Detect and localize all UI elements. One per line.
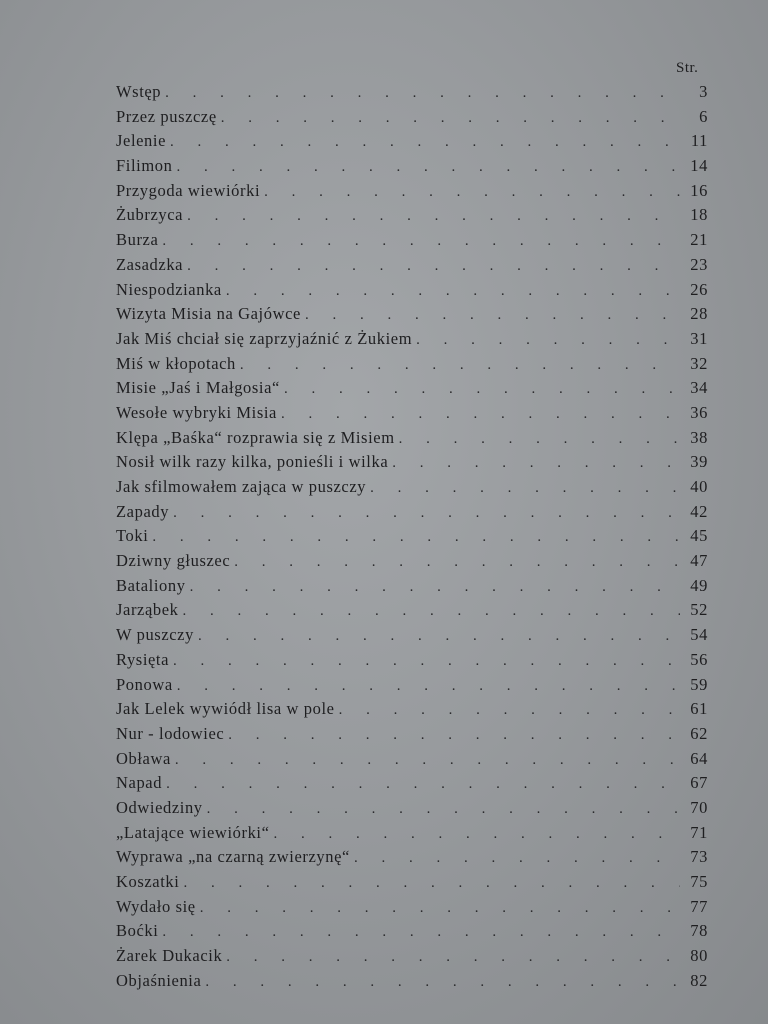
toc-entry-title: Ponowa [116,674,173,694]
toc-entry-title: Obława [116,748,171,768]
toc-entry-page-number: 11 [690,131,708,151]
toc-entry-page-number: 31 [690,328,708,348]
dot-leader [183,871,680,896]
toc-entry [116,401,708,426]
toc-entry-title: Napad [116,773,163,793]
dot-leader [370,476,680,501]
dot-leader [305,303,680,328]
toc-entry-page-number: 28 [690,304,708,324]
toc-entry-page-number: 77 [690,896,708,916]
toc-entry-page-number: 14 [690,156,708,176]
toc-entry-page-number: 49 [690,575,708,595]
toc-entry-title: Zasadzka [116,254,184,274]
toc-entry-page-number: 62 [690,723,708,743]
toc-entry [116,253,708,278]
toc-entry-title: Wydało się [116,896,196,916]
toc-entry-title: Rysięta [116,649,170,669]
toc-entry-page-number: 40 [690,477,708,496]
toc-entry-title: Jak Lelek wywiódł lisa w pole [116,699,335,719]
dot-leader [264,180,680,205]
toc-entry-page-number: 34 [690,378,708,398]
dot-leader [175,748,680,773]
toc-entry [116,327,708,352]
dot-leader [240,353,680,378]
toc-entry [116,697,708,722]
toc-entry-page-number: 36 [690,402,708,422]
toc-entry [116,500,708,525]
dot-leader [284,377,680,402]
toc-entry [116,80,708,105]
toc-entry-page-number: 38 [690,427,708,447]
toc-entry-page-number: 75 [690,872,708,891]
toc-entry-title: Zapady [116,501,170,521]
toc-entry-page-number: 78 [690,921,708,941]
dot-leader [187,204,680,229]
toc-entry-page-number: 54 [690,625,708,645]
toc-entry-title: Toki [116,526,149,546]
page-column-header: Str. [676,60,699,76]
dot-leader [207,797,680,822]
toc-entry-title: Bataliony [116,575,186,595]
toc-entry [116,673,708,698]
toc-entry-page-number: 73 [690,847,708,867]
toc-entry-page-number: 71 [690,822,708,842]
toc-entry-title: Koszatki [116,872,180,891]
toc-entry-title: Odwiedziny [116,797,203,817]
toc-entry [116,845,708,870]
toc-entry-page-number: 64 [690,748,708,768]
toc-entry [116,969,708,994]
toc-entry [116,302,708,327]
toc-entry-title: Przygoda wiewiórki [116,180,261,200]
dot-leader [416,328,680,353]
toc-entry-page-number: 39 [690,452,708,472]
toc-entry-page-number: 80 [690,946,708,966]
toc-entry-title: Jak Miś chciał się zaprzyjaźnić z Żukiem [116,328,413,348]
toc-entry-title: Objaśnienia [116,970,202,990]
toc-entry-title: Boćki [116,921,159,941]
dot-leader [200,896,680,921]
table-of-contents [116,80,708,993]
toc-entry-page-number: 59 [690,674,708,694]
toc-entry-title: Nosił wilk razy kilka, ponieśli i wilka [116,452,389,472]
dot-leader [170,130,680,155]
toc-entry-page-number: 70 [690,797,708,817]
dot-leader [190,575,680,600]
dot-leader [226,279,680,304]
toc-entry-page-number: 42 [690,501,708,521]
toc-entry-title: Niespodzianka [116,279,222,299]
toc-entry [116,179,708,204]
toc-entry [116,821,708,846]
toc-entry [116,154,708,179]
toc-entry-page-number: 67 [690,773,708,793]
toc-entry-title: W puszczy [116,625,194,645]
toc-entry-title: Wyprawa „na czarną zwierzynę“ [116,847,350,867]
toc-entry [116,376,708,401]
dot-leader [354,846,680,871]
dot-leader [177,674,680,699]
dot-leader [226,945,680,970]
dot-leader [173,649,680,674]
dot-leader [274,822,680,847]
toc-entry [116,228,708,253]
toc-entry-page-number: 32 [690,353,708,373]
toc-entry-title: Dziwny głuszec [116,551,231,571]
toc-entry-page-number: 45 [690,526,708,546]
toc-entry [116,919,708,944]
dot-leader [183,599,680,624]
toc-entry-title: Jak sfilmowałem zająca w puszczy [116,477,367,496]
dot-leader [281,402,680,427]
toc-entry-title: Klępa „Baśka“ rozprawia się z Misiem [116,427,395,447]
toc-entry [116,771,708,796]
dot-leader [234,550,680,575]
toc-entry [116,623,708,648]
toc-entry-page-number: 52 [690,600,708,620]
toc-entry-title: Wesołe wybryki Misia [116,402,277,422]
toc-entry [116,524,708,549]
dot-leader [162,229,680,254]
toc-entry-title: Jelenie [116,131,167,151]
toc-entry-page-number: 18 [690,205,708,225]
toc-entry [116,796,708,821]
toc-entry [116,105,708,130]
toc-entry-title: Jarząbek [116,600,179,620]
toc-entry [116,944,708,969]
dot-leader [339,698,680,723]
toc-entry-title: „Latające wiewiórki“ [116,822,270,842]
toc-entry-title: Wstęp [116,82,162,101]
dot-leader [228,723,680,748]
toc-entry-title: Nur - lodowiec [116,723,225,743]
toc-entry [116,648,708,673]
dot-leader [173,501,680,526]
toc-entry-title: Żarek Dukacik [116,946,223,966]
dot-leader [221,106,680,131]
toc-entry-title: Miś w kłopotach [116,353,236,373]
dot-leader [162,920,680,945]
toc-entry-title: Przez puszczę [116,106,217,126]
toc-entry-page-number: 16 [690,180,708,200]
toc-entry [116,426,708,451]
toc-entry [116,574,708,599]
toc-entry [116,352,708,377]
dot-leader [152,525,680,550]
toc-entry [116,870,708,895]
toc-entry [116,722,708,747]
toc-entry-title: Żubrzyca [116,205,184,225]
toc-entry [116,475,708,500]
toc-entry [116,895,708,920]
toc-entry-title: Filimon [116,156,173,176]
toc-entry [116,549,708,574]
dot-leader [399,427,680,452]
toc-entry-page-number: 21 [690,230,708,250]
dot-leader [165,81,680,106]
dot-leader [198,624,680,649]
toc-entry-page-number: 6 [699,106,708,126]
toc-entry-page-number: 82 [690,970,708,990]
toc-entry [116,278,708,303]
toc-entry [116,450,708,475]
toc-entry-title: Misie „Jaś i Małgosia“ [116,378,280,398]
toc-entry [116,203,708,228]
toc-entry-title: Wizyta Misia na Gajówce [116,304,301,324]
toc-entry [116,747,708,772]
dot-leader [187,254,680,279]
toc-entry-page-number: 26 [690,279,708,299]
toc-entry [116,129,708,154]
toc-entry [116,598,708,623]
toc-entry-page-number: 61 [690,699,708,719]
toc-entry-page-number: 23 [690,254,708,274]
dot-leader [392,451,680,476]
toc-entry-title: Burza [116,230,159,250]
dot-leader [166,772,680,797]
toc-entry-page-number: 56 [690,649,708,669]
toc-entry-page-number: 47 [690,551,708,571]
dot-leader [205,970,680,995]
dot-leader [176,155,680,180]
toc-entry-page-number: 3 [699,82,708,101]
